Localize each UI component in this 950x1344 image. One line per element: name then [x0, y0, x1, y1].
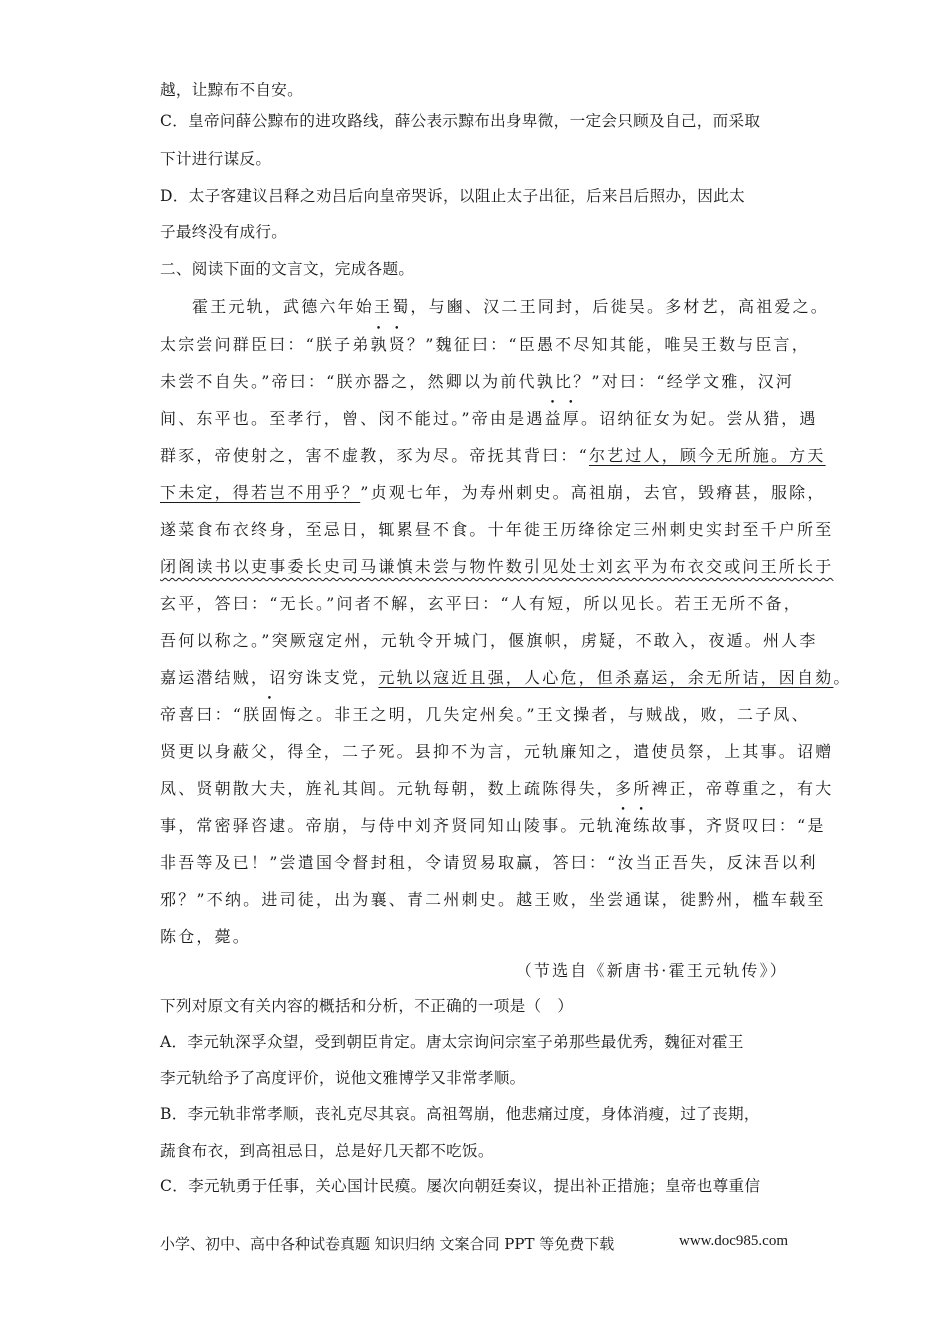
passage-line: 未尝不自失。”帝曰：“朕亦器之，然卿以为前代孰比？”对曰：“经学文雅，汉河: [160, 372, 795, 391]
option-b-line-1: B．李元轨非常孝顺，丧礼克尽其哀。高祖驾崩，他悲痛过度，身体消瘦，过了丧期，: [160, 1105, 760, 1123]
option-d-line-1: D．太子客建议吕释之劝吕后向皇帝哭诉，以阻止太子出征，后来吕后照办，因此太: [160, 187, 745, 205]
underlined-sentence: 尔艺过人，顾今无所施。方天: [588, 446, 826, 465]
option-b-line-2: 蔬食布衣，到高祖忌日，总是好几天都不吃饭。: [160, 1142, 494, 1160]
option-a-line-1: A．李元轨深孚众望，受到朝臣肯定。唐太宗询问宗室子弟那些最优秀，魏征对霍王: [160, 1033, 744, 1051]
dotted-char: 孰: [370, 335, 389, 354]
passage-line: 太宗尝问群臣曰：“朕子弟孰贤？”魏征曰：“臣愚不尽知其能，唯吴王数与臣言，: [160, 335, 810, 354]
dotted-char: 淹: [615, 816, 634, 835]
passage-line: 帝喜曰：“朕固悔之。非王之明，几失定州矣。”王文操者，与贼战，败，二子凤、: [160, 705, 810, 724]
passage-line: 邪？”不纳。进司徒，出为襄、青二州刺史。越王败，坐尝通谋，徙黔州，槛车载至: [160, 890, 826, 909]
section-heading: 二、阅读下面的文言文，完成各题。: [160, 260, 415, 278]
passage-line: 事，常密驿咨逮。帝崩，与侍中刘齐贤同知山陵事。元轨淹练故事，齐贤叹曰：“是: [160, 816, 826, 835]
wavy-underlined-line: 闭阁读书以吏事委长史司马谦慎未尝与物忤数引见处士刘玄平为布衣交或问王所长于: [160, 557, 834, 576]
passage-line: 霍王元轨，武德六年始王蜀，与豳、汉二王同封，后徙吴。多材艺，高祖爱之。: [192, 297, 830, 316]
passage-line: 群豕，帝使射之，害不虚教，豕为尽。帝抚其背曰：“尔艺过人，顾今无所施。方天: [160, 446, 826, 465]
passage-line: 遂菜食布衣终身，至忌日，辄累昼不食。十年徙王历绛徐定三州刺史实封至千户所至: [160, 520, 834, 539]
dotted-char: 固: [261, 705, 280, 724]
underlined-sentence: 元轨以寇近且强，人心危，但杀嘉运，余无所诘，因自劾: [378, 668, 834, 687]
dotted-char: 练: [633, 816, 652, 835]
dotted-char: 益: [544, 409, 563, 428]
dotted-char: 贤: [388, 335, 407, 354]
passage-line: 嘉运潜结贼，诏穷诛支党，元轨以寇近且强，人心危，但杀嘉运，余无所诘，因自劾。: [160, 668, 852, 687]
option-d-line-2: 子最终没有成行。: [160, 223, 288, 241]
passage-line: 贤更以身蔽父，得全，二子死。县抑不为言，元轨廉知之，遣使员祭，上其事。诏赠: [160, 742, 834, 761]
option-c-line-1-bottom: C．李元轨勇于任事，关心国计民瘼。屡次向朝廷奏议，提出补正措施；皇帝也尊重信: [160, 1177, 761, 1195]
passage-line: 凤、贤朝散大夫，旌礼其闾。元轨每朝，数上疏陈得失，多所裨正，帝尊重之，有大: [160, 779, 834, 798]
passage-line: 玄平，答曰：“无长。”问者不解，玄平曰：“人有短，所以见长。若王无所不备，: [160, 594, 802, 613]
option-c-line-2: 下计进行谋反。: [160, 150, 272, 168]
question-stem: 下列对原文有关内容的概括和分析，不正确的一项是（ ）: [160, 997, 574, 1015]
footer-url[interactable]: www.doc985.com: [678, 1233, 788, 1249]
passage-line: 非吾等及已！”尝遣国令督封租，令请贸易取赢，答曰：“汝当正吾失，反沫吾以利: [160, 853, 818, 872]
passage-line: 下未定，得若岂不用乎？”贞观七年，为寿州刺史。高祖崩，去官，毁瘠甚，服除，: [160, 483, 826, 502]
option-a-line-2: 李元轨给予了高度评价，说他文雅博学又非常孝顺。: [160, 1069, 526, 1087]
passage-line: 吾何以称之。”突厥寇定州，元轨令开城门，偃旗帜，虏疑，不敢入，夜遁。州人李: [160, 631, 818, 650]
dotted-char: 厚: [562, 409, 581, 428]
passage-line: 陈仓，薨。: [160, 927, 252, 946]
option-c-line-1: C．皇帝问薛公黥布的进攻路线，薛公表示黥布出身卑微，一定会只顾及自己，而采取: [160, 112, 761, 130]
passage-source: （节选自《新唐书·霍王元轨传》）: [515, 961, 788, 980]
footer-ad-text: 小学、初中、高中各种试卷真题 知识归纳 文案合同 PPT 等免费下载: [160, 1235, 615, 1253]
underlined-sentence: 下未定，得若岂不用乎？: [160, 483, 361, 502]
passage-line: 间、东平也。至孝行，曾、闵不能过。”帝由是遇益厚。诏纳征女为妃。尝从猎，遇: [160, 409, 818, 428]
option-b-continuation: 越，让黥布不自安。: [160, 81, 304, 99]
